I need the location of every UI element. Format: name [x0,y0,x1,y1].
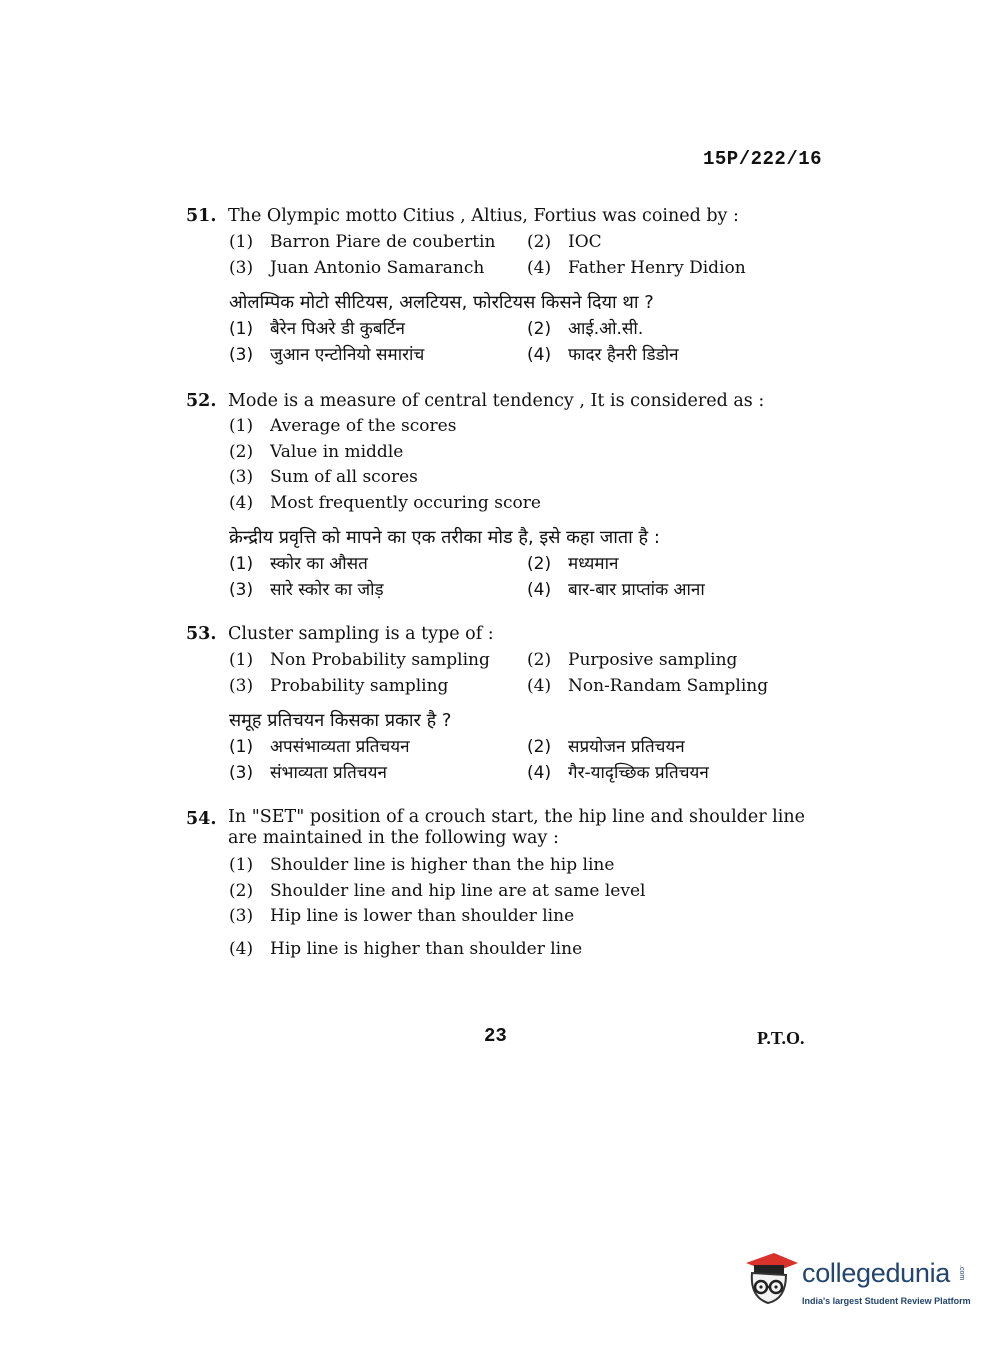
option-3: (3) Juan Antonio Samaranch [229,258,485,278]
option-4: (4) Hip line is higher than shoulder line [229,938,583,959]
logo-com: .com [958,1265,965,1281]
option-2: (2) Shoulder line and hip line are at same level [229,880,646,901]
question-text-hindi: क्रेन्द्रीय प्रवृत्ति को मापने का एक तरीका मोड है, इसे कहा जाता है : [229,527,660,548]
question-51 [186,204,826,368]
options-hindi [229,734,826,786]
option-4-hindi: (4) गैर-यादृच्छिक प्रतिचयन [527,763,709,783]
option-1: (1) Shoulder line is higher than the hip line [229,855,615,875]
option-4: (4) Non-Randam Sampling [527,676,769,696]
paper-code: 15P/222/16 [703,148,823,170]
option-1: (1) Barron Piare de coubertin [229,232,496,252]
option-3-hindi: (3) संभाव्यता प्रतिचयन [229,763,387,783]
question-text: Cluster sampling is a type of : [228,624,494,644]
options-hindi [229,551,826,603]
collegedunia-logo [740,1247,970,1319]
question-text-hindi: ओलम्पिक मोटो सीटियस, अलटियस, फोरटियस किसने दिया था ? [229,292,654,313]
question-54 [186,807,826,962]
question-text: The Olympic motto Citius , Altius, Fortius was coined by : [228,206,739,226]
question-text: Mode is a measure of central tendency , It is considered as : [228,391,765,411]
option-2: (2) IOC [527,232,602,252]
option-4: (4) Most frequently occuring score [229,492,541,513]
option-3: (3) Sum of all scores [229,467,418,487]
options-hindi [229,316,826,368]
option-2: (2) Purposive sampling [527,650,738,670]
option-4-hindi: (4) फादर हैनरी डिडोन [527,345,679,365]
options-english [229,229,826,281]
option-1-hindi: (1) बैरेन पिअरे डी कुबर्टिन [229,319,405,339]
logo-name: collegedunia [802,1258,951,1288]
option-3-hindi: (3) जुआन एन्टोनियो समारांच [229,345,425,365]
option-1-hindi: (1) अपसंभाव्यता प्रतिचयन [229,737,410,757]
mascot-icon [740,1247,800,1309]
option-1: (1) Average of the scores [229,416,457,436]
question-text: In "SET" position of a crouch start, the hip line and shoulder line are maintained in the following way : [228,807,805,848]
options-english [229,853,826,962]
options-english [229,647,826,699]
option-3: (3) Probability sampling [229,676,449,696]
question-53 [186,622,826,786]
question-number: 52. [186,391,217,411]
question-text-hindi: समूह प्रतिचयन किसका प्रकार है ? [229,710,452,731]
question-number: 53. [186,624,217,644]
option-2: (2) Value in middle [229,441,404,462]
page-number: 23 [484,1025,507,1047]
option-2-hindi: (2) मध्यमान [527,554,619,574]
pto-label: P.T.O. [757,1028,805,1048]
option-4: (4) Father Henry Didion [527,258,746,278]
option-3: (3) Hip line is lower than shoulder line [229,906,575,926]
options-english [229,414,826,516]
option-4-hindi: (4) बार-बार प्राप्तांक आना [527,580,705,600]
option-1: (1) Non Probability sampling [229,650,490,670]
logo-tagline: India's largest Student Review Platform [802,1296,971,1306]
question-number: 54. [186,809,217,829]
option-1-hindi: (1) स्कोर का औसत [229,554,368,574]
option-3-hindi: (3) सारे स्कोर का जोड़ [229,580,384,600]
option-2-hindi: (2) सप्रयोजन प्रतिचयन [527,737,685,757]
question-52 [186,389,826,603]
question-number: 51. [186,206,217,226]
option-2-hindi: (2) आई.ओ.सी. [527,319,644,339]
